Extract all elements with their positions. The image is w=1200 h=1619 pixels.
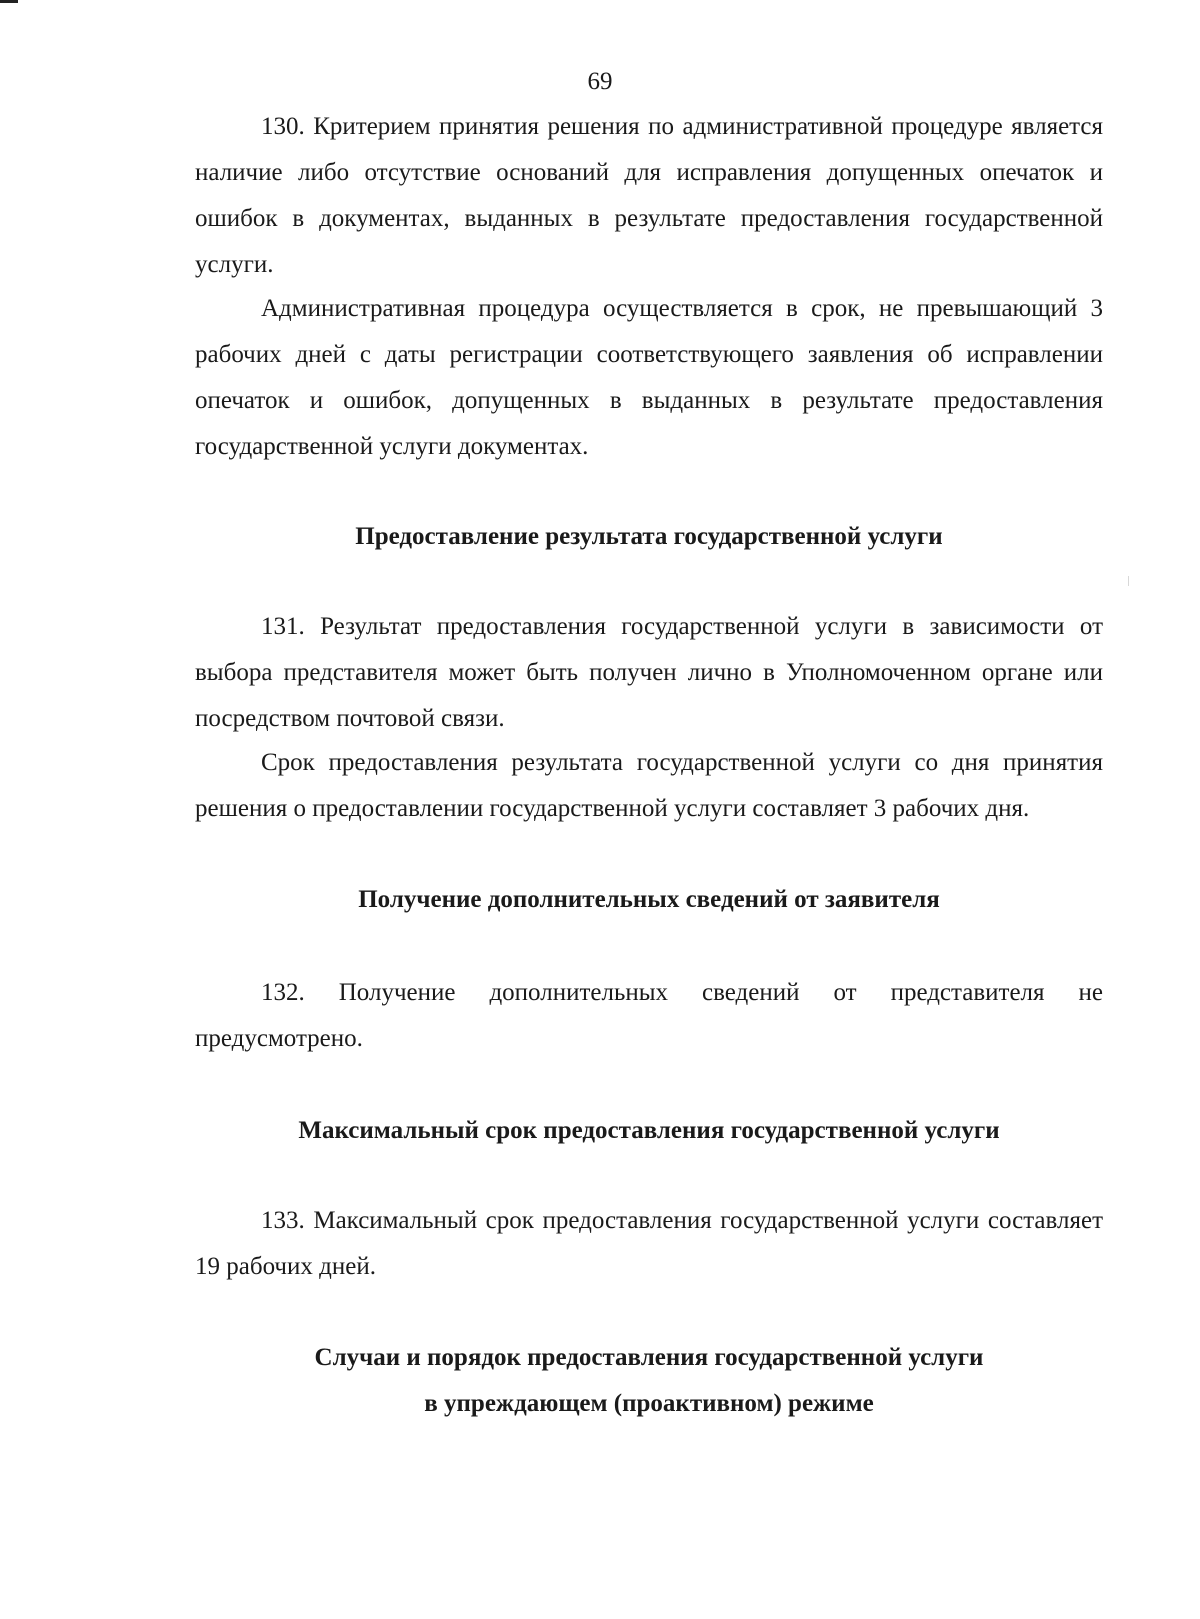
paragraph-133: 133. Максимальный срок предоставления государственной услуги составляет 19 рабочих дней. <box>195 1207 1103 1280</box>
section-heading-proactive <box>195 1335 1103 1427</box>
section-heading-proactive-line2: в упреждающем (проактивном) режиме <box>424 1390 874 1417</box>
section-heading-result: Предоставление результата государственной услуги <box>355 523 943 550</box>
page-number: 69 <box>587 68 613 95</box>
paragraph-131-continued: Срок предоставления результата государственной услуги со дня принятия решения о предоставлении государственной услуги составляет 3 рабочих дня. <box>195 749 1103 822</box>
scan-artifact <box>1128 576 1129 586</box>
paragraph-132: 132. Получение дополнительных сведений от представителя не предусмотрено. <box>195 979 1103 1052</box>
section-heading-additional-info: Получение дополнительных сведений от заявителя <box>358 886 940 913</box>
paragraph-130: 130. Критерием принятия решения по административной процедуре является наличие либо отсутствие оснований для исправления допущенных опечаток и ошибок в документах, выданных в результате предоставления государственной услуги. <box>195 113 1103 278</box>
paragraph-131: 131. Результат предоставления государственной услуги в зависимости от выбора представителя может быть получен лично в Уполномоченном органе или посредством почтовой связи. <box>195 613 1103 732</box>
paragraph-130-continued: Административная процедура осуществляется в срок, не превышающий 3 рабочих дней с даты регистрации соответствующего заявления об исправлении опечаток и ошибок, допущенных в выданных в результате предоставления государственной услуги документах. <box>195 295 1103 460</box>
section-heading-max-term: Максимальный срок предоставления государственной услуги <box>298 1117 1000 1144</box>
scan-corner-mark <box>0 0 18 3</box>
section-heading-proactive-line1: Случаи и порядок предоставления государственной услуги <box>314 1344 984 1371</box>
